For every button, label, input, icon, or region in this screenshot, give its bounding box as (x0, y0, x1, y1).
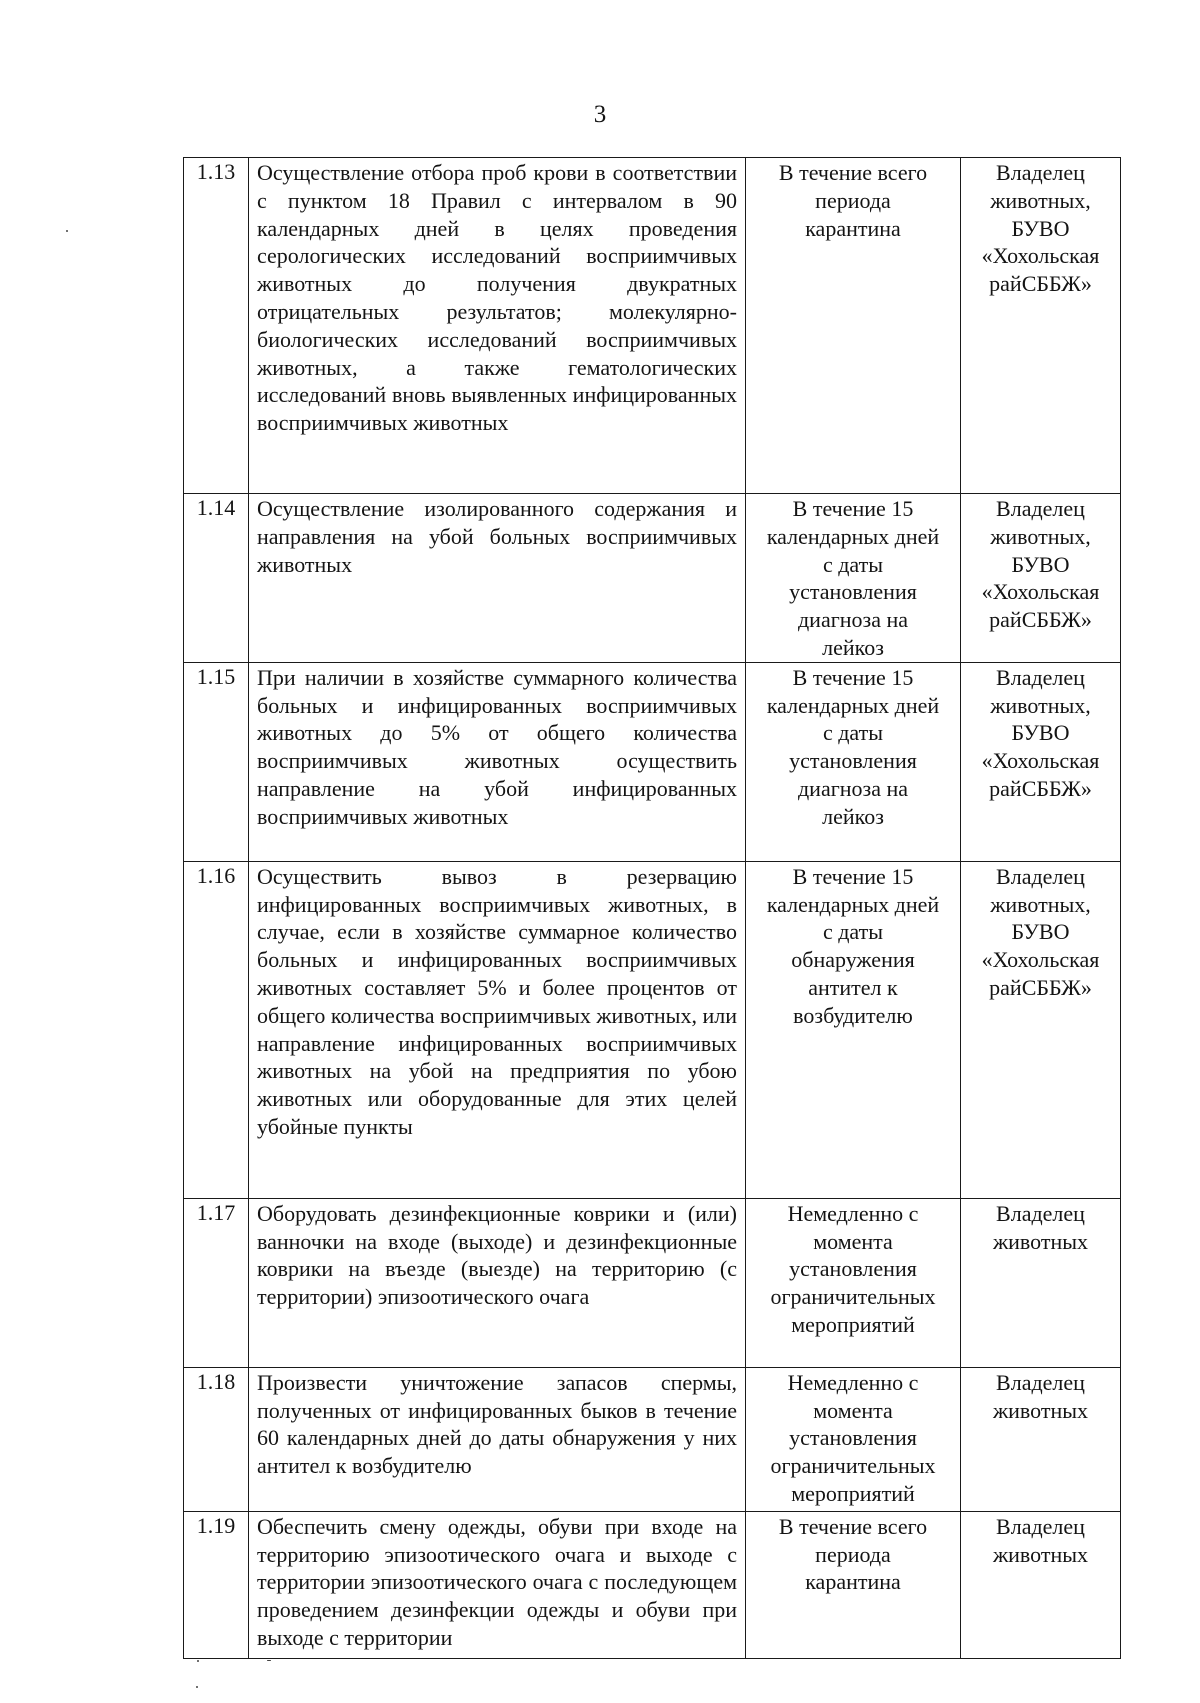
table-row (184, 494, 1121, 663)
scan-speck (197, 1660, 199, 1662)
row-description: Осуществление отбора проб крови в соответствии с пунктом 18 Правил с интервалом в 90 календарных дней в целях проведения серологических исследований восприимчивых животных до получения двукратных отрицательных результатов; молекулярно-биологических исследований восприимчивых животных, а также гематологических исследований вновь выявленных инфицированных восприимчивых животных (249, 158, 746, 494)
row-description: При наличии в хозяйстве суммарного количества больных и инфицированных восприимчивых животных до 5% от общего количества восприимчивых животных осуществить направление на убой инфицированных восприимчивых животных (249, 662, 746, 861)
row-responsible: Владелец животных (961, 1198, 1121, 1367)
scan-speck (267, 1660, 271, 1661)
row-term: В течение всего периода карантина (746, 158, 961, 494)
scan-speck (66, 230, 68, 232)
row-responsible: Владелец животных, БУВО «Хохольская райСББЖ» (961, 662, 1121, 861)
row-responsible: Владелец животных, БУВО «Хохольская райСББЖ» (961, 494, 1121, 663)
page-number: 3 (593, 101, 607, 128)
row-number: 1.15 (184, 662, 249, 861)
row-term: Немедленно с момента установления ограничительных мероприятий (746, 1367, 961, 1511)
row-number: 1.16 (184, 861, 249, 1198)
scan-speck (196, 1686, 198, 1688)
row-description: Обеспечить смену одежды, обуви при входе на территорию эпизоотического очага и выходе с территории эпизоотического очага с последующем проведением дезинфекции одежды и обуви при выходе с территории (249, 1511, 746, 1658)
table-row (184, 861, 1121, 1198)
row-responsible: Владелец животных, БУВО «Хохольская райСББЖ» (961, 861, 1121, 1198)
row-description: Осуществить вывоз в резервацию инфицированных восприимчивых животных, в случае, если в хозяйстве суммарное количество больных и инфицированных восприимчивых животных составляет 5% и более процентов от общего количества восприимчивых животных, или направление инфицированных восприимчивых животных на убой на предприятия по убою животных или оборудованные для этих целей убойные пункты (249, 861, 746, 1198)
row-description: Произвести уничтожение запасов спермы, полученных от инфицированных быков в течение 60 календарных дней до даты обнаружения у них антител к возбудителю (249, 1367, 746, 1511)
row-number: 1.19 (184, 1511, 249, 1658)
table-row (184, 1511, 1121, 1658)
measures-table (183, 157, 1121, 1659)
row-responsible: Владелец животных, БУВО «Хохольская райСББЖ» (961, 158, 1121, 494)
table-row (184, 662, 1121, 861)
row-number: 1.14 (184, 494, 249, 663)
table-row (184, 1198, 1121, 1367)
row-responsible: Владелец животных (961, 1511, 1121, 1658)
row-term: Немедленно с момента установления ограничительных мероприятий (746, 1198, 961, 1367)
row-description: Оборудовать дезинфекционные коврики и (или) ванночки на входе (выходе) и дезинфекционные коврики на въезде (выезде) на территорию (с территории) эпизоотического очага (249, 1198, 746, 1367)
row-number: 1.18 (184, 1367, 249, 1511)
row-term: В течение 15 календарных дней с даты установления диагноза на лейкоз (746, 494, 961, 663)
row-responsible: Владелец животных (961, 1367, 1121, 1511)
table-row (184, 1367, 1121, 1511)
table-row (184, 158, 1121, 494)
row-term: В течение 15 календарных дней с даты установления диагноза на лейкоз (746, 662, 961, 861)
row-term: В течение 15 календарных дней с даты обнаружения антител к возбудителю (746, 861, 961, 1198)
row-number: 1.17 (184, 1198, 249, 1367)
row-term: В течение всего периода карантина (746, 1511, 961, 1658)
row-description: Осуществление изолированного содержания и направления на убой больных восприимчивых животных (249, 494, 746, 663)
row-number: 1.13 (184, 158, 249, 494)
